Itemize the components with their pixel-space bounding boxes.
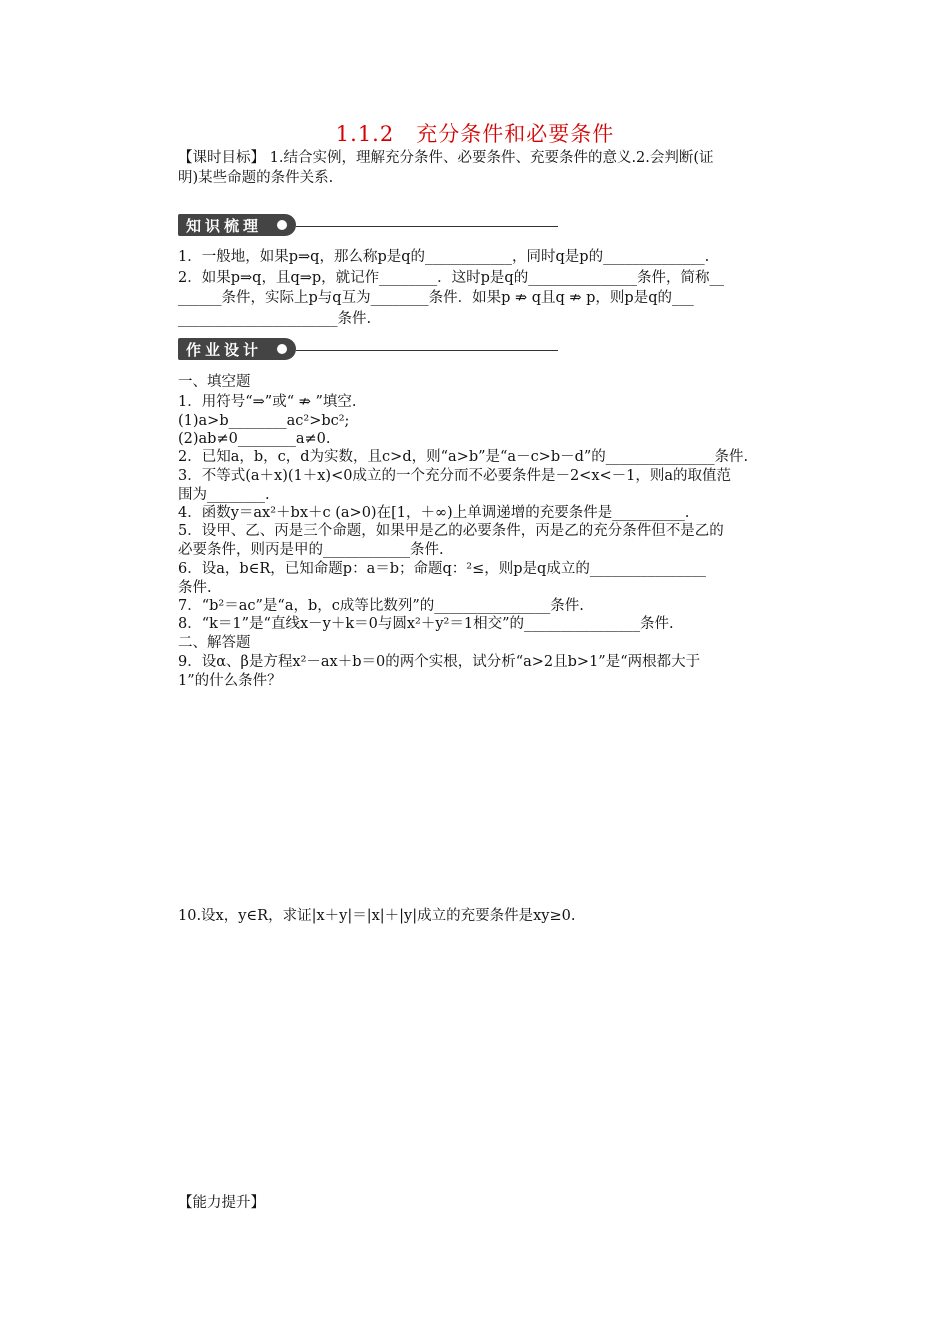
homework-line: 3．不等式(a＋x)(1＋x)<0成立的一个充分而不必要条件是－2<x<－1，则a的取值范 xyxy=(178,468,732,484)
page-title: 1.1.2 充分条件和必要条件 xyxy=(335,122,615,146)
section-divider xyxy=(296,226,558,227)
dot-icon xyxy=(277,220,287,230)
homework-line: (2)ab≠0________a≠0. xyxy=(178,431,331,447)
homework-line: 4．函数y＝ax²＋bx＋c (a>0)在[1，＋∞)上单调递增的充要条件是__________. xyxy=(178,505,690,521)
homework-line: 7．“b²＝ac”是“a，b，c成等比数列”的________________条件. xyxy=(178,598,584,614)
homework-line: 2．已知a，b，c，d为实数，且c>d，则“a>b”是“a－c>b－d”的_______________条件. xyxy=(178,449,749,465)
homework-line: 9．设α、β是方程x²－ax＋b＝0的两个实根，试分析“a>2且b>1”是“两根都大于 xyxy=(178,654,701,670)
homework-line: 1．用符号“⇒”或“ ⇏ ”填空. xyxy=(178,394,357,410)
section-header-box xyxy=(178,214,296,236)
homework-line: 围为________. xyxy=(178,487,270,503)
lesson-goal-line-2: 明)某些命题的条件关系. xyxy=(178,170,334,186)
section-divider xyxy=(296,350,558,351)
knowledge-item: ______条件，实际上p与q互为________条件．如果p ⇏ q且q ⇏ p，则p是q的___ xyxy=(178,290,694,306)
knowledge-item: ______________________条件. xyxy=(178,311,372,327)
homework-line: 必要条件，则丙是甲的____________条件. xyxy=(178,542,444,558)
lesson-goal-line-1: 【课时目标】 1.结合实例，理解充分条件、必要条件、充要条件的意义.2.会判断(证 xyxy=(178,150,714,166)
section-header-label: 知识梳理 xyxy=(186,217,263,235)
homework-line: 6．设a，b∈R，已知命题p：a＝b；命题q：²≤，则p是q成立的________________ xyxy=(178,561,706,577)
knowledge-item: 2．如果p⇒q，且q⇒p，就记作________．这时p是q的_______________条件，简称__ xyxy=(178,270,724,286)
homework-line: (1)a>b________ac²>bc²; xyxy=(178,413,350,429)
knowledge-item: 1．一般地，如果p⇒q，那么称p是q的____________，同时q是p的______________. xyxy=(178,249,710,265)
homework-line: 一、填空题 xyxy=(178,374,251,390)
homework-line: 1”的什么条件？ xyxy=(178,673,282,689)
homework-line: 二、解答题 xyxy=(178,635,251,651)
homework-line: 5．设甲、乙、丙是三个命题，如果甲是乙的必要条件，丙是乙的充分条件但不是乙的 xyxy=(178,523,724,539)
homework-line: 条件. xyxy=(178,580,212,596)
homework-line: 8．“k＝1”是“直线x－y＋k＝0与圆x²＋y²＝1相交”的________________条件. xyxy=(178,616,674,632)
ability-heading: 【能力提升】 xyxy=(178,1195,265,1211)
question-10: 10.设x，y∈R，求证|x＋y|＝|x|＋|y|成立的充要条件是xy≥0. xyxy=(178,908,576,924)
section-header-label: 作业设计 xyxy=(186,341,263,359)
dot-icon xyxy=(277,344,287,354)
section-header-box xyxy=(178,338,296,360)
